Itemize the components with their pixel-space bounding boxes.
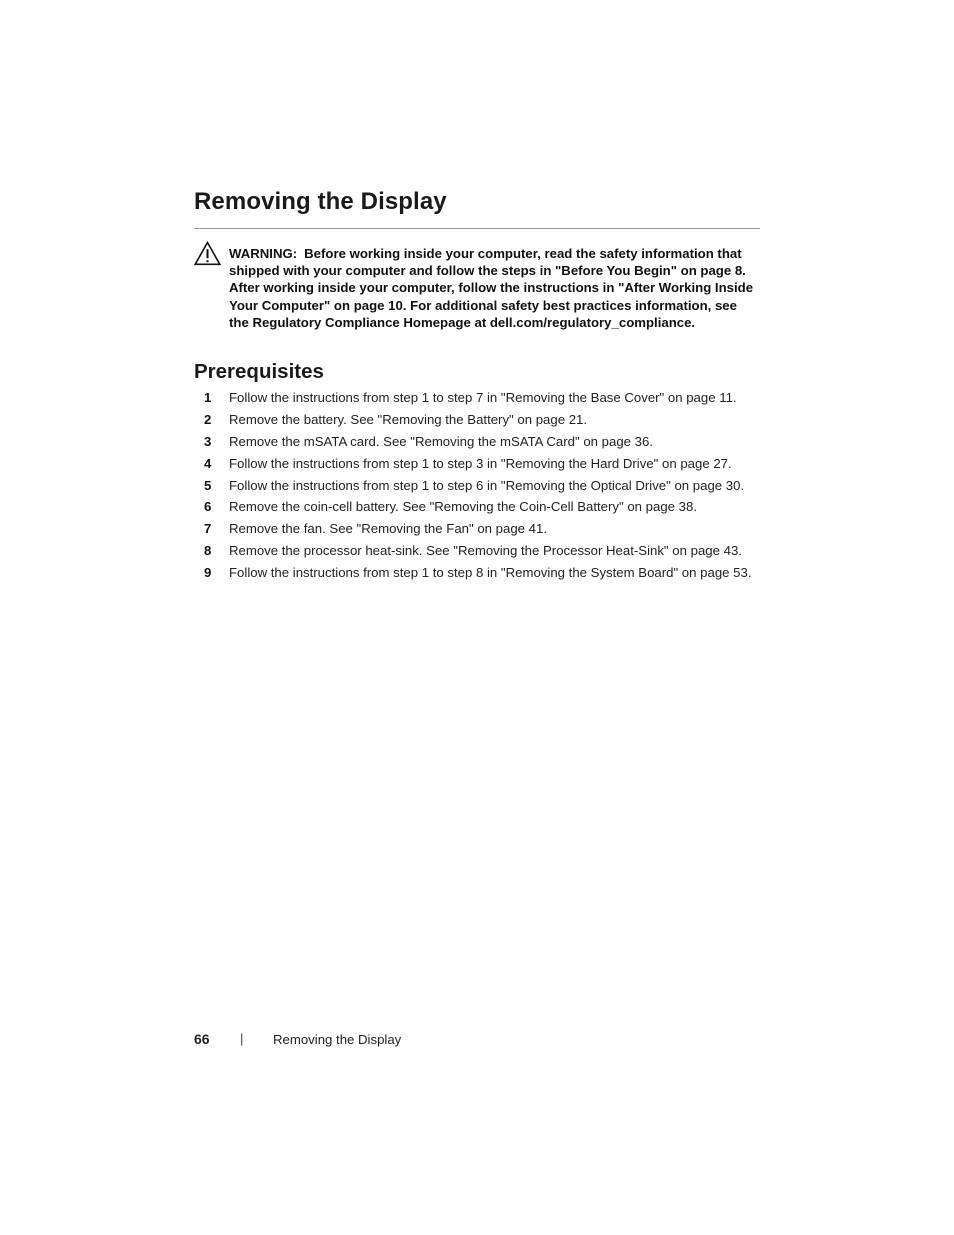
warning-label: WARNING: <box>229 246 298 261</box>
list-item <box>194 411 754 428</box>
step-text: Remove the mSATA card. See "Removing the mSATA Card" on page 36. <box>229 433 653 449</box>
list-item <box>194 433 754 450</box>
list-item <box>194 389 754 406</box>
step-text: Follow the instructions from step 1 to step 8 in "Removing the System Board" on page 53. <box>229 565 752 581</box>
step-number: 4 <box>204 455 212 471</box>
list-item <box>194 542 754 559</box>
step-text: Remove the battery. See "Removing the Battery" on page 21. <box>229 411 588 427</box>
step-number: 6 <box>204 499 212 515</box>
step-number: 8 <box>204 543 212 559</box>
step-text: Remove the fan. See "Removing the Fan" on page 41. <box>229 521 548 537</box>
step-text: Remove the processor heat-sink. See "Removing the Processor Heat-Sink" on page 43. <box>229 543 742 559</box>
list-item <box>194 455 754 472</box>
warning-triangle-icon <box>194 241 221 266</box>
list-item <box>194 498 754 515</box>
list-item <box>194 564 754 581</box>
list-item <box>194 520 754 537</box>
prerequisites-list <box>194 389 754 586</box>
step-text: Follow the instructions from step 1 to step 6 in "Removing the Optical Drive" on page 30. <box>229 477 745 493</box>
step-number: 7 <box>204 521 212 537</box>
page-title: Removing the Display <box>194 188 447 215</box>
step-number: 1 <box>204 390 212 405</box>
footer-separator: | <box>240 1031 244 1046</box>
step-text: Follow the instructions from step 1 to step 7 in "Removing the Base Cover" on page 11. <box>229 390 737 405</box>
list-item <box>194 477 754 494</box>
step-number: 3 <box>204 433 212 449</box>
step-number: 2 <box>204 411 212 427</box>
step-number: 9 <box>204 565 212 581</box>
step-number: 5 <box>204 477 212 493</box>
title-divider <box>194 228 760 229</box>
footer-page-number: 66 <box>194 1031 210 1047</box>
step-text: Follow the instructions from step 1 to step 3 in "Removing the Hard Drive" on page 27. <box>229 455 732 471</box>
section-heading-prerequisites: Prerequisites <box>194 360 324 383</box>
step-text: Remove the coin-cell battery. See "Removing the Coin-Cell Battery" on page 38. <box>229 499 697 515</box>
warning-message: Before working inside your computer, read the safety information that shipped with your computer and follow the steps in "Before You Begin" on page 8. After working inside your computer, follow the instructions in "After Working Inside Your Computer" on page 10. For additional safety best practices information, see the Regulatory Compliance Homepage at dell.com/regulatory_compliance. <box>229 246 754 330</box>
footer-section-title: Removing the Display <box>273 1032 402 1047</box>
warning-notice <box>229 245 757 331</box>
